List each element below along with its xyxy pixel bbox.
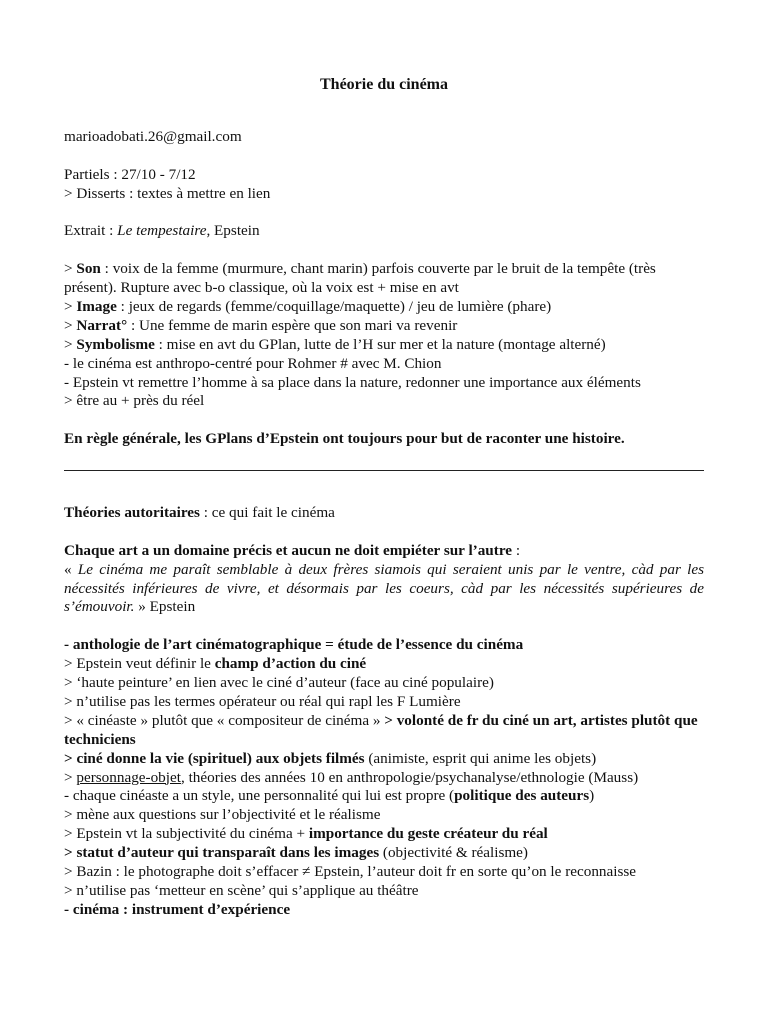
anthropo-line: - le cinéma est anthropo-centré pour Rohmer # avec M. Chion — [64, 354, 442, 372]
chaque-art-label: Chaque art a un domaine précis et aucun ne doit empiéter sur l’autre — [64, 541, 513, 559]
bazin-line: > Bazin : le photographe doit s’effacer ≠ Epstein, l’auteur doit fr en sorte qu’on le reconnaisse — [64, 863, 637, 881]
extrait-line — [64, 222, 704, 241]
image-label: Image — [76, 297, 117, 315]
quote-text: Le cinéma me paraît semblable à deux frères siamois qui seraient unis par le ventre, càd par les nécessités inférieures de vivre, et désormais par les coeurs, càd par les nécessités supérieures de s’émouvoir. — [64, 560, 704, 616]
extrait-work: Le tempestaire — [117, 222, 207, 240]
document-page — [64, 76, 704, 920]
epstein-nature-line: - Epstein vt remettre l’homme à sa place dans la nature, redonner une importance aux éléments — [64, 373, 641, 391]
instrument-line: - cinéma : instrument d’expérience — [64, 900, 291, 918]
son-text: : voix de la femme (murmure, chant marin) parfois couverte par le bruit de la tempête (très présent). Rupture avec b-o classique, où la voix est + mise en avt — [64, 260, 656, 296]
son-line: > Son : voix de la femme (murmure, chant marin) parfois couverte par le bruit de la tempête (très présent). Rupture avec b-o classique, où la voix est + mise en avt — [64, 260, 656, 296]
narrat-line: > Narrat° : Une femme de marin espère que son mari va revenir — [64, 316, 458, 334]
regle-line: En règle générale, les GPlans d’Epstein ont toujours pour but de raconter une histoire. — [64, 430, 625, 448]
symbolisme-line: > Symbolisme : mise en avt du GPlan, lutte de l’H sur mer et la nature (montage alterné) — [64, 335, 606, 353]
narrat-text: : Une femme de marin espère que son mari va revenir — [127, 316, 458, 334]
email-line: marioadobati.26@gmail.com — [64, 127, 242, 145]
image-line: > Image : jeux de regards (femme/coquillage/maquette) / jeu de lumière (phare) — [64, 297, 552, 315]
statut-line: > statut d’auteur qui transparaît dans les images (objectivité & réalisme) — [64, 844, 528, 862]
extrait-prefix: Extrait : — [64, 222, 118, 240]
symbolisme-text: : mise en avt du GPlan, lutte de l’H sur mer et la nature (montage alterné) — [154, 335, 606, 353]
personnage-line: > personnage-objet, théories des années 10 en anthropologie/psychanalyse/ethnologie (Mauss) — [64, 768, 639, 786]
champ-line: > Epstein veut définir le champ d’action du ciné — [64, 655, 367, 673]
theories-line — [64, 504, 704, 523]
objectivite-line: > mène aux questions sur l’objectivité et le réalisme — [64, 806, 381, 824]
epstein-quote: « Le cinéma me paraît semblable à deux frères siamois qui seraient unis par le ventre, càd par les nécessités inférieures de vivre, et désormais par les coeurs, càd par les nécessités supérieures de s’émouvoir. » Epstein — [64, 560, 704, 616]
chaque-art-line: Chaque art a un domaine précis et aucun ne doit empiéter sur l’autre : — [64, 541, 521, 559]
partiels-line: Partiels : 27/10 - 7/12 — [64, 165, 196, 183]
style-line: - chaque cinéaste a un style, une personnalité qui lui est propre (politique des auteurs) — [64, 787, 595, 805]
extrait-suffix: , Epstein — [206, 222, 260, 240]
metteur-line: > n’utilise pas ‘metteur en scène’ qui s’applique au théâtre — [64, 882, 419, 900]
operateur-line: > n’utilise pas les termes opérateur ou réal qui rapl les F Lumière — [64, 692, 461, 710]
anthologie-line: - anthologie de l’art cinématographique = étude de l’essence du cinéma — [64, 636, 524, 654]
haute-peinture-line: > ‘haute peinture’ en lien avec le ciné d’auteur (face au ciné populaire) — [64, 674, 494, 692]
theories-label: Théories autoritaires — [64, 503, 200, 521]
image-text: : jeux de regards (femme/coquillage/maquette) / jeu de lumière (phare) — [116, 297, 552, 315]
symbolisme-label: Symbolisme — [76, 335, 155, 353]
reel-line: > être au + près du réel — [64, 392, 205, 410]
theories-text: : ce qui fait le cinéma — [199, 503, 335, 521]
cineaste-line: > « cinéaste » plutôt que « compositeur de cinéma » > volonté de fr du ciné un art, artistes plutôt que techniciens — [64, 711, 698, 748]
disserts-line: > Disserts : textes à mettre en lien — [64, 184, 271, 202]
son-label: Son — [76, 260, 101, 278]
page-title: Théorie du cinéma — [320, 76, 448, 93]
vie-line: > ciné donne la vie (spirituel) aux objets filmés (animiste, esprit qui anime les objets) — [64, 749, 597, 767]
personnage-objet-term: personnage-objet — [76, 768, 181, 786]
subjectivite-line: > Epstein vt la subjectivité du cinéma + importance du geste créateur du réal — [64, 825, 548, 843]
quote-attribution: » Epstein — [134, 598, 196, 616]
narrat-label: Narrat° — [76, 316, 128, 334]
